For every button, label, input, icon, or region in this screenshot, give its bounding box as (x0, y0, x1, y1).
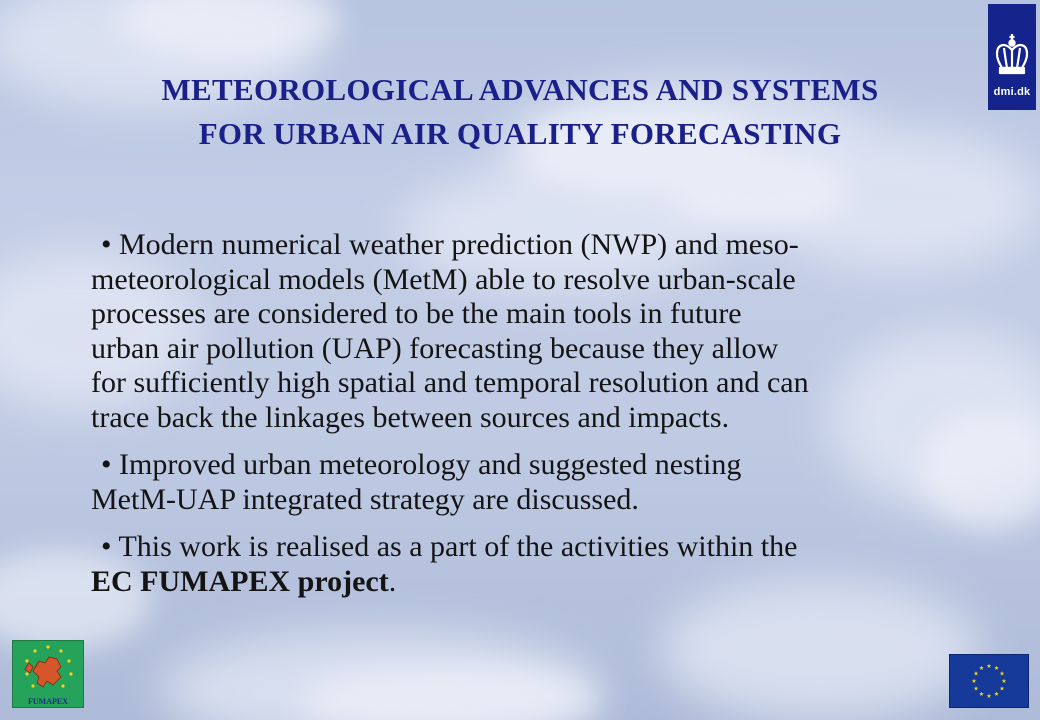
eu-star (987, 694, 992, 698)
slide-title (60, 68, 980, 156)
bullet-line (91, 565, 991, 600)
bullet-line: urban air pollution (UAP) forecasting because they allow (91, 331, 779, 365)
crown-icon (988, 4, 1036, 84)
bullet-line: meteorological models (MetM) able to resolve urban-scale (91, 262, 796, 296)
eu-flag-icon (950, 655, 1028, 707)
eu-star (994, 692, 999, 696)
eu-star (972, 679, 977, 683)
slide-title-line-1: METEOROLOGICAL ADVANCES AND SYSTEMS (161, 72, 879, 107)
eu-star (1000, 686, 1005, 690)
fumapex-logo[interactable] (12, 640, 84, 708)
europe-map-icon (13, 641, 83, 697)
dmi-logo[interactable] (988, 4, 1036, 110)
bullet-item-urban-meteorology (91, 448, 991, 517)
bullet-line: • This work is realised as a part of the activities within the (101, 530, 798, 563)
project-name: EC FUMAPEX project (91, 564, 389, 598)
bullet-list (91, 228, 991, 612)
bullet-line: trace back the linkages between sources and impacts. (91, 400, 730, 434)
eu-star (987, 664, 992, 668)
fumapex-logo-text: FUMAPEX (28, 697, 68, 706)
dmi-logo-text: dmi.dk (993, 86, 1031, 98)
bullet-item-nwp (91, 228, 991, 435)
eu-flag-logo[interactable] (949, 654, 1029, 708)
slide-title-line-2: FOR URBAN AIR QUALITY FORECASTING (198, 116, 842, 151)
eu-star (979, 692, 984, 696)
eu-star (1002, 679, 1007, 683)
eu-star (1000, 671, 1005, 675)
bullet-line: • Improved urban meteorology and suggested nesting (101, 448, 742, 481)
bullet-line: processes are considered to be the main tools in future (91, 297, 742, 330)
eu-star (994, 666, 999, 670)
eu-star (974, 686, 979, 690)
bullet-line: MetM-UAP integrated strategy are discussed. (91, 482, 639, 516)
bullet-line: for sufficiently high spatial and temporal resolution and can (91, 366, 809, 399)
bullet-line: • Modern numerical weather prediction (NWP) and meso- (101, 228, 799, 261)
eu-star (974, 671, 979, 675)
bullet-line-end: . (388, 564, 397, 598)
eu-star (979, 666, 984, 670)
bullet-item-fumapex (91, 530, 991, 599)
